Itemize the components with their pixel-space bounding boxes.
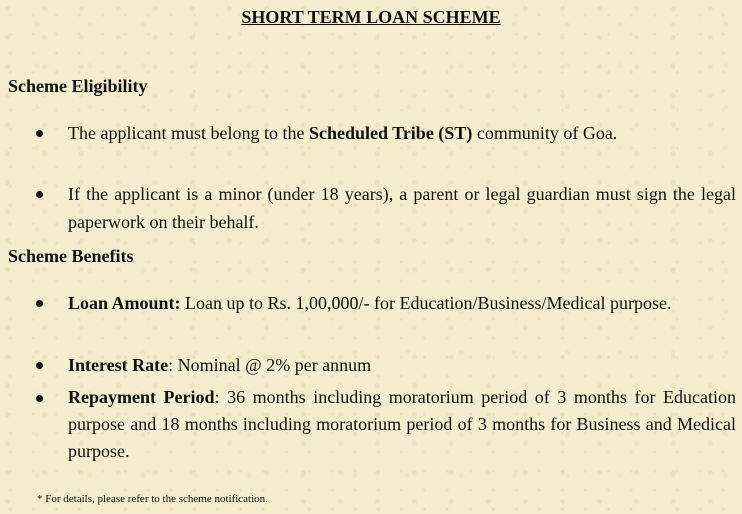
bullet-icon (36, 191, 43, 198)
benefits-heading: Scheme Benefits (8, 246, 134, 266)
eligibility-heading: Scheme Eligibility (8, 76, 148, 96)
footnote: * For details, please refer to the scheme notification. (37, 493, 268, 505)
eligibility-item: The applicant must belong to the Scheduled Tribe (ST) community of Goa. (36, 119, 736, 147)
benefit-item-interest-rate: Interest Rate: Nominal @ 2% per annum (36, 351, 736, 379)
bullet-icon (36, 395, 43, 402)
benefit-item-repayment-period: Repayment Period: 36 months including moratorium period of 3 months for Education purpose and 18 months including moratorium period of 3 months for Business and Medical purpose. (36, 384, 736, 465)
page-title: SHORT TERM LOAN SCHEME (241, 7, 501, 27)
bullet-icon (36, 300, 43, 307)
eligibility-item: If the applicant is a minor (under 18 years), a parent or legal guardian must sign the legal paperwork on their behalf. (36, 180, 736, 236)
bullet-icon (36, 362, 43, 369)
benefit-item-loan-amount: Loan Amount: Loan up to Rs. 1,00,000/- for Education/Business/Medical purpose. (36, 289, 736, 317)
bullet-icon (36, 130, 43, 137)
